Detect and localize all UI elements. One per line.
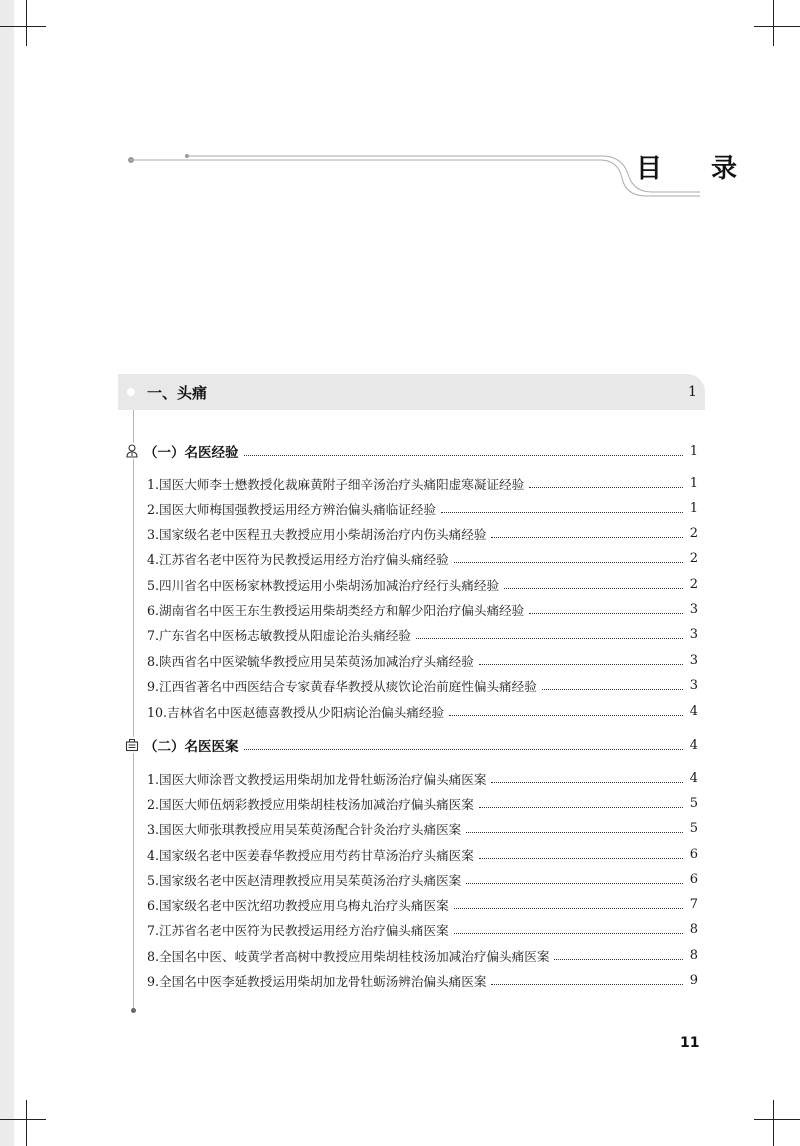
dot-leader bbox=[244, 454, 684, 456]
entry-label: 9.全国名中医李延教授运用柴胡加龙骨牡蛎汤辨治偏头痛医案 bbox=[147, 973, 487, 989]
page-ref: 6 bbox=[689, 871, 698, 887]
page-ref: 8 bbox=[689, 947, 698, 963]
toc-entry[interactable] bbox=[147, 674, 698, 696]
page-ref: 1 bbox=[689, 500, 698, 516]
toc-entry[interactable] bbox=[147, 817, 698, 839]
toc-subsection[interactable] bbox=[124, 734, 698, 756]
page-ref: 2 bbox=[689, 550, 698, 566]
entry-label: 9.江西省著名中西医结合专家黄春华教授从痰饮论治前庭性偏头痛经验 bbox=[147, 678, 537, 694]
dot-leader bbox=[479, 663, 683, 665]
dot-leader bbox=[504, 587, 683, 589]
toc-entry[interactable] bbox=[147, 792, 698, 814]
toc-entry[interactable] bbox=[147, 868, 698, 890]
dot-leader bbox=[449, 714, 683, 716]
entry-label: 8.全国名中医、岐黄学者高树中教授应用柴胡桂枝汤加减治疗偏头痛医案 bbox=[147, 948, 550, 964]
toc-entry[interactable] bbox=[147, 497, 698, 519]
entry-label: 5.国家级名老中医赵清理教授应用吴茱萸汤治疗头痛医案 bbox=[147, 872, 462, 888]
dot-leader bbox=[491, 536, 683, 538]
header-decoration bbox=[0, 0, 800, 220]
entry-label: 10.吉林省名中医赵德喜教授从少阳病论治偏头痛经验 bbox=[147, 704, 445, 720]
toc-entry[interactable] bbox=[147, 969, 698, 991]
dot-leader bbox=[416, 637, 683, 639]
section-bullet bbox=[127, 388, 135, 396]
entry-label: 4.国家级名老中医姜春华教授应用芍药甘草汤治疗头痛医案 bbox=[147, 847, 474, 863]
toc-subsection[interactable] bbox=[124, 440, 698, 462]
page-ref: 6 bbox=[689, 846, 698, 862]
entry-label: 1.国医大师涂晋文教授运用柴胡加龙骨牡蛎汤治疗偏头痛医案 bbox=[147, 771, 487, 787]
dot-leader bbox=[454, 561, 683, 563]
page-ref: 5 bbox=[689, 795, 698, 811]
section-title[interactable]: 一、头痛 bbox=[147, 384, 208, 402]
subsection-label: （一）名医经验 bbox=[144, 445, 239, 461]
entry-label: 3.国医大师张琪教授应用吴茱萸汤配合针灸治疗头痛医案 bbox=[147, 821, 462, 837]
dot-leader bbox=[529, 612, 683, 614]
toc-entry[interactable] bbox=[147, 522, 698, 544]
dot-leader bbox=[542, 688, 683, 690]
toc-entry[interactable] bbox=[147, 843, 698, 865]
dot-leader bbox=[454, 932, 683, 934]
dot-leader bbox=[466, 831, 683, 833]
page-ref: 5 bbox=[689, 820, 698, 836]
page-ref: 4 bbox=[689, 770, 698, 786]
dot-leader bbox=[454, 907, 683, 909]
page-ref: 8 bbox=[689, 921, 698, 937]
case-file-icon bbox=[124, 737, 140, 753]
page-ref: 4 bbox=[689, 703, 698, 719]
subsection-label: （二）名医医案 bbox=[144, 739, 239, 755]
entry-label: 7.江苏省名老中医符为民教授运用经方治疗偏头痛医案 bbox=[147, 922, 449, 938]
toc-entry[interactable] bbox=[147, 918, 698, 940]
entry-label: 2.国医大师梅国强教授运用经方辨治偏头痛临证经验 bbox=[147, 501, 437, 517]
toc-line-end bbox=[131, 1008, 136, 1013]
dot-leader bbox=[466, 882, 683, 884]
toc-entry[interactable] bbox=[147, 767, 698, 789]
dot-leader bbox=[529, 486, 683, 488]
dot-leader bbox=[554, 958, 683, 960]
toc-entry[interactable] bbox=[147, 573, 698, 595]
page-title: 目 录 bbox=[636, 154, 758, 184]
page-number: 11 bbox=[680, 1035, 700, 1051]
toc-entry[interactable] bbox=[147, 944, 698, 966]
entry-label: 3.国家级名老中医程丑夫教授应用小柴胡汤治疗内伤头痛经验 bbox=[147, 526, 487, 542]
page-ref: 7 bbox=[689, 896, 698, 912]
toc-entry[interactable] bbox=[147, 623, 698, 645]
dot-leader bbox=[441, 511, 683, 513]
entry-label: 1.国医大师李士懋教授化裁麻黄附子细辛汤治疗头痛阳虚寒凝证经验 bbox=[147, 476, 525, 492]
page-ref: 9 bbox=[689, 972, 698, 988]
entry-label: 5.四川省名中医杨家林教授运用小柴胡汤加减治疗经行头痛经验 bbox=[147, 577, 500, 593]
section-page: 1 bbox=[688, 384, 697, 400]
toc-entry[interactable] bbox=[147, 547, 698, 569]
toc-entry[interactable] bbox=[147, 598, 698, 620]
entry-label: 6.国家级名老中医沈绍功教授应用乌梅丸治疗头痛医案 bbox=[147, 897, 449, 913]
toc-entry[interactable] bbox=[147, 649, 698, 671]
dot-leader bbox=[479, 857, 683, 859]
doctor-icon bbox=[124, 443, 140, 459]
entry-label: 7.广东省名中医杨志敏教授从阳虚论治头痛经验 bbox=[147, 627, 411, 643]
page-ref: 1 bbox=[689, 475, 698, 491]
dot-leader bbox=[244, 748, 684, 750]
entry-label: 4.江苏省名老中医符为民教授运用经方治疗偏头痛经验 bbox=[147, 551, 449, 567]
page-ref: 1 bbox=[689, 443, 698, 459]
dot-leader bbox=[491, 983, 683, 985]
toc-entry[interactable] bbox=[147, 893, 698, 915]
page-ref: 3 bbox=[689, 626, 698, 642]
entry-label: 6.湖南省名中医王东生教授运用柴胡类经方和解少阳治疗偏头痛经验 bbox=[147, 602, 525, 618]
dot-leader bbox=[491, 781, 683, 783]
entry-label: 8.陕西省名中医梁毓华教授应用吴茱萸汤加减治疗头痛经验 bbox=[147, 653, 474, 669]
page-ref: 2 bbox=[689, 576, 698, 592]
toc-vertical-line bbox=[133, 410, 134, 1012]
dot-leader bbox=[479, 806, 683, 808]
page-ref: 2 bbox=[689, 525, 698, 541]
page-ref: 4 bbox=[689, 737, 698, 753]
entry-label: 2.国医大师伍炳彩教授应用柴胡桂枝汤加减治疗偏头痛医案 bbox=[147, 796, 474, 812]
page-ref: 3 bbox=[689, 601, 698, 617]
page-ref: 3 bbox=[689, 652, 698, 668]
toc-entry[interactable] bbox=[147, 700, 698, 722]
page-ref: 3 bbox=[689, 677, 698, 693]
toc-entry[interactable] bbox=[147, 472, 698, 494]
